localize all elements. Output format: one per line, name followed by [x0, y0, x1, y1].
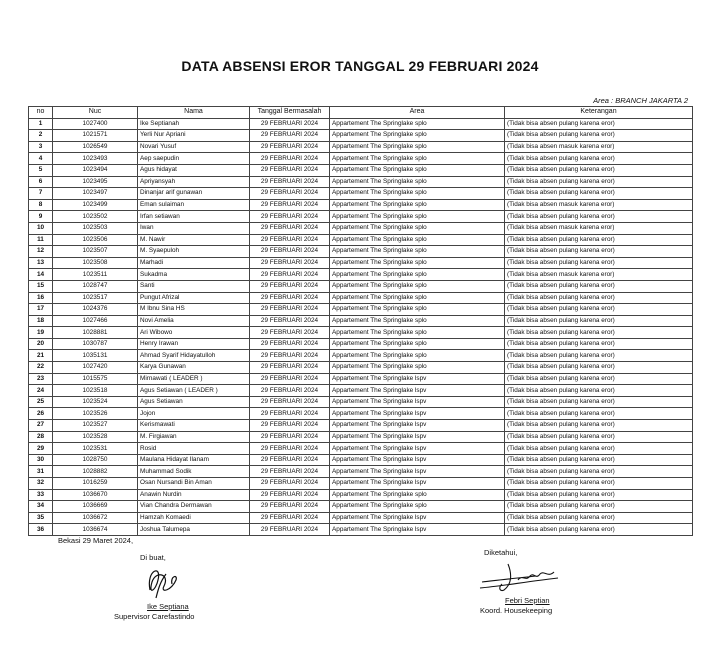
cell-keterangan: (Tidak bisa absen pulang karena eror): [505, 385, 693, 397]
cell-keterangan: (Tidak bisa absen pulang karena eror): [505, 338, 693, 350]
cell-tanggal: 29 FEBRUARI 2024: [250, 350, 330, 362]
cell-keterangan: (Tidak bisa absen pulang karena eror): [505, 478, 693, 490]
header-keterangan: Keterangan: [505, 107, 693, 119]
cell-tanggal: 29 FEBRUARI 2024: [250, 118, 330, 130]
cell-tanggal: 29 FEBRUARI 2024: [250, 280, 330, 292]
supervisor-signature: [136, 560, 196, 602]
cell-keterangan: (Tidak bisa absen pulang karena eror): [505, 373, 693, 385]
cell-keterangan: (Tidak bisa absen pulang karena eror): [505, 408, 693, 420]
cell-area: Appartement The Springlake splo: [330, 222, 505, 234]
cell-area: Appartement The Springlake splo: [330, 327, 505, 339]
cell-nuc: 1036670: [53, 489, 138, 501]
header-area: Area: [330, 107, 505, 119]
cell-keterangan: (Tidak bisa absen pulang karena eror): [505, 164, 693, 176]
cell-area: Appartement The Springlake splo: [330, 501, 505, 513]
cell-nama: Hamzah Komaedi: [138, 512, 250, 524]
cell-nama: Mirnawati ( LEADER ): [138, 373, 250, 385]
cell-nama: Vian Chandra Dermawan: [138, 501, 250, 513]
cell-keterangan: (Tidak bisa absen pulang karena eror): [505, 396, 693, 408]
cell-nuc: 1023531: [53, 443, 138, 455]
cell-nama: Aep saepudin: [138, 153, 250, 165]
table-row: [29, 269, 693, 281]
cell-no: 11: [29, 234, 53, 246]
cell-area: Appartement The Springlake splo: [330, 362, 505, 374]
cell-tanggal: 29 FEBRUARI 2024: [250, 257, 330, 269]
cell-no: 31: [29, 466, 53, 478]
cell-tanggal: 29 FEBRUARI 2024: [250, 222, 330, 234]
cell-nama: M. Firgiawan: [138, 431, 250, 443]
cell-keterangan: (Tidak bisa absen pulang karena eror): [505, 304, 693, 316]
cell-tanggal: 29 FEBRUARI 2024: [250, 408, 330, 420]
cell-nama: Agus Setiawan ( LEADER ): [138, 385, 250, 397]
cell-nuc: 1036669: [53, 501, 138, 513]
cell-nuc: 1027420: [53, 362, 138, 374]
cell-tanggal: 29 FEBRUARI 2024: [250, 188, 330, 200]
cell-nuc: 1023507: [53, 246, 138, 258]
table-row: [29, 478, 693, 490]
place-date: Bekasi 29 Maret 2024,: [58, 536, 134, 545]
document-title: DATA ABSENSI EROR TANGGAL 29 FEBRUARI 2024: [181, 58, 539, 74]
table-row: [29, 489, 693, 501]
table-row: [29, 118, 693, 130]
cell-no: 5: [29, 164, 53, 176]
cell-keterangan: (Tidak bisa absen pulang karena eror): [505, 362, 693, 374]
table-row: [29, 512, 693, 524]
cell-nuc: 1023511: [53, 269, 138, 281]
cell-area: Appartement The Springlake splo: [330, 130, 505, 142]
cell-area: Appartement The Springlake splo: [330, 211, 505, 223]
cell-area: Appartement The Springlake lspv: [330, 385, 505, 397]
cell-no: 10: [29, 222, 53, 234]
cell-tanggal: 29 FEBRUARI 2024: [250, 153, 330, 165]
cell-nuc: 1023526: [53, 408, 138, 420]
cell-no: 28: [29, 431, 53, 443]
cell-area: Appartement The Springlake splo: [330, 315, 505, 327]
cell-area: Appartement The Springlake lspv: [330, 443, 505, 455]
cell-tanggal: 29 FEBRUARI 2024: [250, 292, 330, 304]
cell-nuc: 1023517: [53, 292, 138, 304]
area-label: Area : BRANCH JAKARTA 2: [593, 96, 688, 105]
table-row: [29, 199, 693, 211]
table-row: [29, 315, 693, 327]
cell-nuc: 1023502: [53, 211, 138, 223]
cell-keterangan: (Tidak bisa absen masuk karena eror): [505, 222, 693, 234]
cell-no: 24: [29, 385, 53, 397]
cell-tanggal: 29 FEBRUARI 2024: [250, 176, 330, 188]
cell-area: Appartement The Springlake splo: [330, 304, 505, 316]
made-by-label: Di buat,: [140, 553, 166, 562]
cell-nama: Iwan: [138, 222, 250, 234]
cell-nama: M Ibnu Sina HS: [138, 304, 250, 316]
table-row: [29, 304, 693, 316]
cell-no: 3: [29, 141, 53, 153]
cell-keterangan: (Tidak bisa absen pulang karena eror): [505, 501, 693, 513]
cell-area: Appartement The Springlake splo: [330, 118, 505, 130]
table-row: [29, 396, 693, 408]
cell-nuc: 1015575: [53, 373, 138, 385]
cell-nama: Marhadi: [138, 257, 250, 269]
cell-tanggal: 29 FEBRUARI 2024: [250, 431, 330, 443]
cell-nama: M. Syaepuloh: [138, 246, 250, 258]
cell-nama: Maulana Hidayat Ilanam: [138, 454, 250, 466]
cell-nuc: 1023495: [53, 176, 138, 188]
cell-no: 30: [29, 454, 53, 466]
table-row: [29, 431, 693, 443]
cell-keterangan: (Tidak bisa absen masuk karena eror): [505, 141, 693, 153]
table-row: [29, 501, 693, 513]
header-nuc: Nuc: [53, 107, 138, 119]
cell-keterangan: (Tidak bisa absen pulang karena eror): [505, 280, 693, 292]
cell-tanggal: 29 FEBRUARI 2024: [250, 246, 330, 258]
table-row: [29, 153, 693, 165]
cell-area: Appartement The Springlake splo: [330, 246, 505, 258]
cell-tanggal: 29 FEBRUARI 2024: [250, 373, 330, 385]
cell-nuc: 1027466: [53, 315, 138, 327]
table-header-row: [29, 107, 693, 119]
table-body: [29, 118, 693, 535]
cell-tanggal: 29 FEBRUARI 2024: [250, 362, 330, 374]
cell-nuc: 1027400: [53, 118, 138, 130]
cell-no: 12: [29, 246, 53, 258]
cell-nama: Osan Nursandi Bin Aman: [138, 478, 250, 490]
cell-area: Appartement The Springlake lspv: [330, 373, 505, 385]
table-row: [29, 188, 693, 200]
table-row: [29, 420, 693, 432]
cell-tanggal: 29 FEBRUARI 2024: [250, 315, 330, 327]
made-by-name: Ike Septiana: [147, 602, 189, 611]
table-row: [29, 257, 693, 269]
cell-tanggal: 29 FEBRUARI 2024: [250, 478, 330, 490]
table-row: [29, 454, 693, 466]
cell-nama: Joshua Talumepa: [138, 524, 250, 536]
cell-nama: Ahmad Syarif Hidayatulloh: [138, 350, 250, 362]
cell-no: 2: [29, 130, 53, 142]
cell-no: 13: [29, 257, 53, 269]
cell-area: Appartement The Springlake lspv: [330, 466, 505, 478]
cell-area: Appartement The Springlake splo: [330, 257, 505, 269]
known-by-label: Diketahui,: [484, 548, 518, 557]
table-row: [29, 362, 693, 374]
cell-area: Appartement The Springlake splo: [330, 188, 505, 200]
cell-no: 22: [29, 362, 53, 374]
cell-no: 15: [29, 280, 53, 292]
cell-nama: Muhammad Sodik: [138, 466, 250, 478]
cell-tanggal: 29 FEBRUARI 2024: [250, 489, 330, 501]
cell-area: Appartement The Springlake splo: [330, 176, 505, 188]
cell-nama: Eman sulaiman: [138, 199, 250, 211]
cell-nuc: 1035131: [53, 350, 138, 362]
cell-nama: M. Nawir: [138, 234, 250, 246]
known-by-role: Koord. Housekeeping: [480, 606, 553, 615]
made-by-role: Supervisor Carefastindo: [114, 612, 195, 621]
table-row: [29, 164, 693, 176]
cell-no: 19: [29, 327, 53, 339]
cell-tanggal: 29 FEBRUARI 2024: [250, 524, 330, 536]
cell-area: Appartement The Springlake lspv: [330, 396, 505, 408]
cell-nuc: 1023527: [53, 420, 138, 432]
cell-keterangan: (Tidak bisa absen masuk karena eror): [505, 269, 693, 281]
cell-keterangan: (Tidak bisa absen pulang karena eror): [505, 292, 693, 304]
cell-no: 16: [29, 292, 53, 304]
cell-no: 6: [29, 176, 53, 188]
cell-area: Appartement The Springlake splo: [330, 338, 505, 350]
cell-nuc: 1030787: [53, 338, 138, 350]
table-row: [29, 292, 693, 304]
cell-no: 32: [29, 478, 53, 490]
cell-nuc: 1036674: [53, 524, 138, 536]
cell-nama: Apriyansyah: [138, 176, 250, 188]
cell-keterangan: (Tidak bisa absen pulang karena eror): [505, 118, 693, 130]
cell-nuc: 1023506: [53, 234, 138, 246]
table-row: [29, 373, 693, 385]
cell-nuc: 1028747: [53, 280, 138, 292]
cell-area: Appartement The Springlake lspv: [330, 420, 505, 432]
cell-nama: Yerli Nur Apriani: [138, 130, 250, 142]
cell-tanggal: 29 FEBRUARI 2024: [250, 501, 330, 513]
table-row: [29, 350, 693, 362]
attendance-table: [28, 106, 693, 536]
table-row: [29, 222, 693, 234]
cell-tanggal: 29 FEBRUARI 2024: [250, 512, 330, 524]
cell-nuc: 1023503: [53, 222, 138, 234]
cell-keterangan: (Tidak bisa absen pulang karena eror): [505, 327, 693, 339]
known-by-name: Febri Septian: [505, 596, 550, 605]
cell-keterangan: (Tidak bisa absen pulang karena eror): [505, 454, 693, 466]
cell-area: Appartement The Springlake lspv: [330, 454, 505, 466]
cell-tanggal: 29 FEBRUARI 2024: [250, 130, 330, 142]
cell-nuc: 1023528: [53, 431, 138, 443]
cell-keterangan: (Tidak bisa absen pulang karena eror): [505, 420, 693, 432]
cell-area: Appartement The Springlake lspv: [330, 524, 505, 536]
cell-tanggal: 29 FEBRUARI 2024: [250, 234, 330, 246]
table-row: [29, 408, 693, 420]
cell-keterangan: (Tidak bisa absen masuk karena eror): [505, 199, 693, 211]
cell-area: Appartement The Springlake splo: [330, 164, 505, 176]
cell-keterangan: (Tidak bisa absen pulang karena eror): [505, 130, 693, 142]
cell-nama: Agus Setiawan: [138, 396, 250, 408]
cell-keterangan: (Tidak bisa absen pulang karena eror): [505, 153, 693, 165]
cell-no: 34: [29, 501, 53, 513]
table-row: [29, 211, 693, 223]
cell-nuc: 1023499: [53, 199, 138, 211]
cell-nama: Anawin Nurdin: [138, 489, 250, 501]
table-row: [29, 246, 693, 258]
cell-nuc: 1036672: [53, 512, 138, 524]
cell-nama: Novi Amelia: [138, 315, 250, 327]
table-row: [29, 176, 693, 188]
cell-no: 14: [29, 269, 53, 281]
cell-nuc: 1026549: [53, 141, 138, 153]
cell-tanggal: 29 FEBRUARI 2024: [250, 269, 330, 281]
cell-keterangan: (Tidak bisa absen pulang karena eror): [505, 489, 693, 501]
cell-tanggal: 29 FEBRUARI 2024: [250, 396, 330, 408]
cell-area: Appartement The Springlake splo: [330, 199, 505, 211]
cell-nama: Kerismawati: [138, 420, 250, 432]
cell-tanggal: 29 FEBRUARI 2024: [250, 454, 330, 466]
cell-nama: Agus hidayat: [138, 164, 250, 176]
cell-tanggal: 29 FEBRUARI 2024: [250, 164, 330, 176]
cell-nama: Sukadma: [138, 269, 250, 281]
cell-tanggal: 29 FEBRUARI 2024: [250, 211, 330, 223]
cell-no: 8: [29, 199, 53, 211]
cell-area: Appartement The Springlake lspv: [330, 478, 505, 490]
cell-no: 26: [29, 408, 53, 420]
cell-no: 27: [29, 420, 53, 432]
cell-keterangan: (Tidak bisa absen pulang karena eror): [505, 431, 693, 443]
cell-nama: Ari Wibowo: [138, 327, 250, 339]
table-row: [29, 141, 693, 153]
cell-keterangan: (Tidak bisa absen pulang karena eror): [505, 443, 693, 455]
cell-area: Appartement The Springlake splo: [330, 153, 505, 165]
cell-keterangan: (Tidak bisa absen pulang karena eror): [505, 315, 693, 327]
table-row: [29, 466, 693, 478]
cell-nama: Rosid: [138, 443, 250, 455]
cell-no: 17: [29, 304, 53, 316]
header-nama: Nama: [138, 107, 250, 119]
cell-tanggal: 29 FEBRUARI 2024: [250, 141, 330, 153]
table-row: [29, 338, 693, 350]
cell-no: 35: [29, 512, 53, 524]
cell-no: 9: [29, 211, 53, 223]
cell-keterangan: (Tidak bisa absen pulang karena eror): [505, 246, 693, 258]
cell-keterangan: (Tidak bisa absen pulang karena eror): [505, 188, 693, 200]
cell-area: Appartement The Springlake splo: [330, 234, 505, 246]
cell-no: 29: [29, 443, 53, 455]
cell-keterangan: (Tidak bisa absen pulang karena eror): [505, 176, 693, 188]
table-row: [29, 280, 693, 292]
cell-tanggal: 29 FEBRUARI 2024: [250, 338, 330, 350]
cell-tanggal: 29 FEBRUARI 2024: [250, 327, 330, 339]
table-row: [29, 443, 693, 455]
table-row: [29, 385, 693, 397]
cell-nama: Henry Irawan: [138, 338, 250, 350]
cell-no: 36: [29, 524, 53, 536]
cell-nuc: 1023518: [53, 385, 138, 397]
table-row: [29, 130, 693, 142]
cell-nama: Karya Gunawan: [138, 362, 250, 374]
cell-area: Appartement The Springlake splo: [330, 269, 505, 281]
cell-keterangan: (Tidak bisa absen pulang karena eror): [505, 257, 693, 269]
cell-nama: Irfan setiawan: [138, 211, 250, 223]
cell-nama: Jojon: [138, 408, 250, 420]
cell-area: Appartement The Springlake lspv: [330, 408, 505, 420]
cell-tanggal: 29 FEBRUARI 2024: [250, 443, 330, 455]
cell-area: Appartement The Springlake splo: [330, 489, 505, 501]
table-row: [29, 234, 693, 246]
cell-keterangan: (Tidak bisa absen pulang karena eror): [505, 512, 693, 524]
cell-area: Appartement The Springlake splo: [330, 292, 505, 304]
cell-nuc: 1023508: [53, 257, 138, 269]
cell-tanggal: 29 FEBRUARI 2024: [250, 466, 330, 478]
cell-nama: Ike Septianah: [138, 118, 250, 130]
cell-area: Appartement The Springlake lspv: [330, 512, 505, 524]
cell-no: 7: [29, 188, 53, 200]
cell-keterangan: (Tidak bisa absen pulang karena eror): [505, 350, 693, 362]
cell-keterangan: (Tidak bisa absen pulang karena eror): [505, 234, 693, 246]
cell-nuc: 1028750: [53, 454, 138, 466]
cell-nama: Pungut Afrizal: [138, 292, 250, 304]
cell-nuc: 1016259: [53, 478, 138, 490]
cell-keterangan: (Tidak bisa absen pulang karena eror): [505, 524, 693, 536]
cell-nuc: 1023524: [53, 396, 138, 408]
cell-nama: Santi: [138, 280, 250, 292]
cell-no: 18: [29, 315, 53, 327]
cell-area: Appartement The Springlake splo: [330, 280, 505, 292]
cell-keterangan: (Tidak bisa absen pulang karena eror): [505, 211, 693, 223]
coordinator-signature: [478, 558, 564, 596]
cell-nuc: 1028882: [53, 466, 138, 478]
cell-area: Appartement The Springlake splo: [330, 350, 505, 362]
cell-nuc: 1024376: [53, 304, 138, 316]
cell-area: Appartement The Springlake lspv: [330, 431, 505, 443]
cell-tanggal: 29 FEBRUARI 2024: [250, 304, 330, 316]
cell-nuc: 1023494: [53, 164, 138, 176]
cell-no: 1: [29, 118, 53, 130]
cell-nuc: 1023493: [53, 153, 138, 165]
cell-tanggal: 29 FEBRUARI 2024: [250, 420, 330, 432]
cell-nuc: 1023497: [53, 188, 138, 200]
cell-nama: Novari Yusuf: [138, 141, 250, 153]
cell-area: Appartement The Springlake splo: [330, 141, 505, 153]
cell-no: 20: [29, 338, 53, 350]
cell-nama: Dinanjar arif gunawan: [138, 188, 250, 200]
cell-nuc: 1021571: [53, 130, 138, 142]
header-no: no: [29, 107, 53, 119]
cell-tanggal: 29 FEBRUARI 2024: [250, 199, 330, 211]
cell-tanggal: 29 FEBRUARI 2024: [250, 385, 330, 397]
cell-no: 4: [29, 153, 53, 165]
cell-no: 23: [29, 373, 53, 385]
header-tanggal: Tanggal Bermasalah: [250, 107, 330, 119]
cell-no: 21: [29, 350, 53, 362]
table-row: [29, 327, 693, 339]
cell-no: 33: [29, 489, 53, 501]
cell-nuc: 1028881: [53, 327, 138, 339]
cell-no: 25: [29, 396, 53, 408]
table-row: [29, 524, 693, 536]
cell-keterangan: (Tidak bisa absen pulang karena eror): [505, 466, 693, 478]
